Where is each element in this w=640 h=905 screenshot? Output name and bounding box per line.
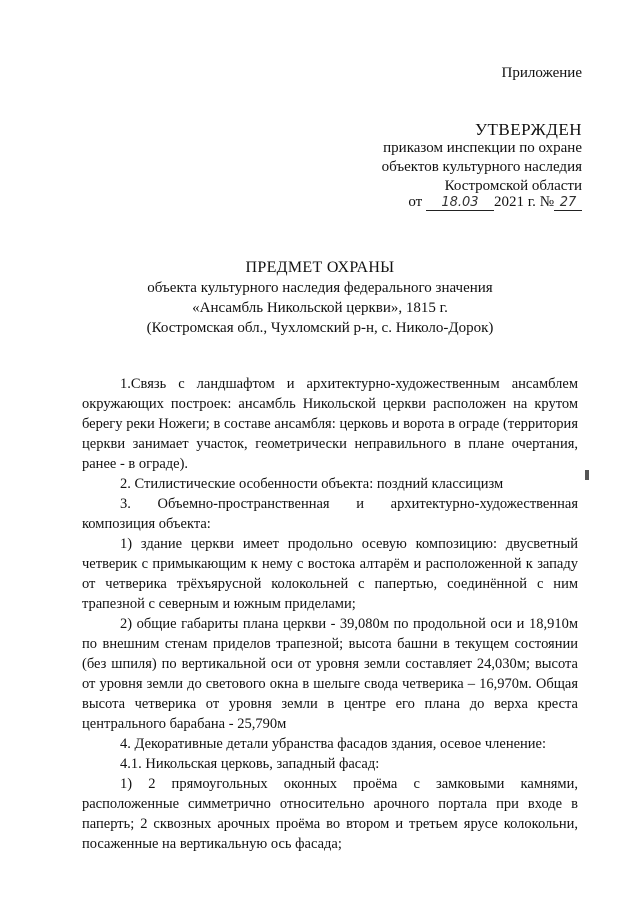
order-date-line (408, 194, 582, 211)
document-title: ПРЕДМЕТ ОХРАНЫ (245, 259, 395, 276)
document-body (82, 374, 578, 854)
object-line: объекта культурного наследия федерального значения (147, 280, 493, 296)
approved-heading: УТВЕРЖДЕН (475, 120, 582, 139)
body-paragraph: 4.1. Никольская церковь, западный фасад: (120, 756, 380, 772)
order-number-label: № (539, 194, 554, 210)
body-paragraph: 3. Объемно-пространственная и архитектурно-художественная композиция объекта: (82, 496, 578, 532)
body-paragraph: 2. Стилистические особенности объекта: поздний классицизм (120, 476, 504, 492)
scan-artifact-mark (585, 470, 589, 480)
approval-line: объектов культурного наследия (381, 159, 582, 175)
object-line: (Костромская обл., Чухломский р-н, с. Николо-Дорок) (146, 320, 494, 336)
appendix-label: Приложение (501, 65, 582, 81)
object-line: «Ансамбль Никольской церкви», 1815 г. (192, 300, 448, 316)
body-paragraph: 1) здание церкви имеет продольно осевую композицию: двусветный четверик с примыкающим к нему с востока алтарём и расположенной к западу от четверика трёхъярусной колокольней с папертью, соединённой с ним трапезной с северным и южным приделами; (82, 536, 578, 612)
handwritten-order-number: 27 (554, 195, 582, 211)
approval-line: Костромской области (444, 178, 582, 194)
order-year: 2021 г. (493, 194, 536, 210)
approval-order-block (382, 139, 582, 196)
object-description (100, 278, 540, 338)
body-paragraph: 4. Декоративные детали убранства фасадов здания, осевое членение: (120, 736, 546, 752)
body-paragraph: 1) 2 прямоугольных оконных проёма с замковыми камнями, расположенные симметрично относительно арочного портала при входе в паперть; 2 сквозных арочных проёма во втором и третьем ярусе колокольни, посаженные на вертикальную ось фасада; (82, 776, 578, 852)
body-paragraph: 2) общие габариты плана церкви - 39,080м по продольной оси и 18,910м по внешним стенам приделов трапезной; высота башни в текущем состоянии (без шпиля) по вертикальной оси от уровня земли составляет 24,030м; высота от уровня земли до светового окна в шелыге свода четверика – 16,970м. Общая высота четверика от уровня земли в центре его плана до верха креста центрального барабана - 25,790м (82, 616, 578, 732)
body-paragraph: 1.Связь с ландшафтом и архитектурно-художественным ансамблем окружающих построек: ансамбль Никольской церкви расположен на крутом берегу реки Ножеги; в составе ансамбля: церковь и ворота в ограде (территория церкви занимает участок, геометрически неправильного в плане очертания, ранее - в ограде). (82, 376, 578, 472)
handwritten-date: 18.03 (426, 195, 494, 211)
date-prefix: от (408, 194, 423, 210)
approval-line: приказом инспекции по охране (383, 140, 582, 156)
